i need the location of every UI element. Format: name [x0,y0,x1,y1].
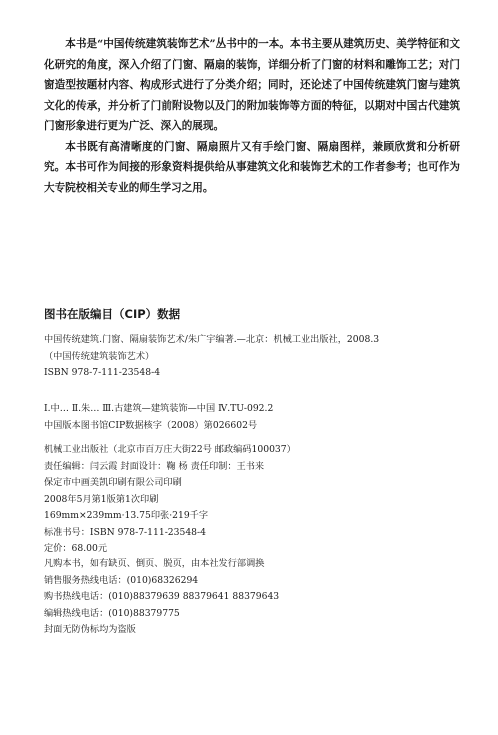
cip-series-line: （中国传统建筑装饰艺术） [44,350,155,362]
anti-piracy-line: 封面无防伪标均为盗版 [44,624,136,635]
purchase-hotline-line: 购书热线电话：(010)88379639 88379641 88379643 [44,591,280,602]
edition-line: 2008年5月第1版第1次印刷 [44,493,159,505]
cip-heading: 图书在版编目（CIP）数据 [44,307,181,321]
cip-isbn-line: ISBN 978-7-111-23548-4 [44,367,161,378]
cip-title-line: 中国传统建筑.门窗、隔扇装饰艺术/朱广宇编著.—北京：机械工业出版社，2008.3 [44,334,380,345]
format-line: 169mm×239mm·13.75印张·219千字 [44,510,209,521]
cip-record [44,332,464,382]
sales-hotline-line: 销售服务热线电话：(010)68326294 [44,574,199,586]
intro-paragraph-1: 本书是“中国传统建筑装饰艺术”丛书中的一本。本书主要从建筑历史、美学特征和文化研究的角度，深入介绍了门窗、隔扇的装饰，详细分析了门窗的材料和雕饰工艺；对门窗造型按题材内容、构成形式进行了分类介绍；同时，还论述了中国传统建筑门窗与建筑文化的传承，并分析了门前附设物以及门的附加装饰等方面的特征，以期对中国古代建筑门窗形象进行更为广泛、深入的展现。 [44,38,460,132]
defect-notice-line: 凡购本书，如有缺页、倒页、脱页，由本社发行部调换 [44,558,265,569]
editors-line: 责任编辑：闫云霞 封面设计：鞠 杨 责任印制：王书来 [44,460,265,472]
standard-isbn-line: 标准书号：ISBN 978-7-111-23548-4 [44,526,206,538]
cip-subject-line: Ⅰ.中… Ⅱ.朱… Ⅲ.古建筑—建筑装饰—中国 Ⅳ.TU-092.2 [44,403,274,414]
book-introduction [44,34,460,198]
contact-info [44,556,464,639]
cip-classification [44,401,464,434]
editorial-hotline-line: 编辑热线电话：(010)88379775 [44,607,180,619]
printer-line: 保定市中画美凯印刷有限公司印刷 [44,477,182,488]
price-line: 定价：68.00元 [44,543,108,554]
intro-paragraph-2: 本书既有高清晰度的门窗、隔扇照片又有手绘门窗、隔扇图样，兼顾欣赏和分析研究。本书可作为间接的形象资料提供给从事建筑文化和装饰艺术的工作者参考；也可作为大专院校相关专业的师生学习之用。 [44,140,460,194]
cip-record-number-line: 中国版本图书馆CIP数据核字（2008）第026602号 [44,419,258,431]
publisher-line: 机械工业出版社（北京市百万庄大街22号 邮政编码100037） [44,444,296,455]
publication-info [44,442,464,558]
